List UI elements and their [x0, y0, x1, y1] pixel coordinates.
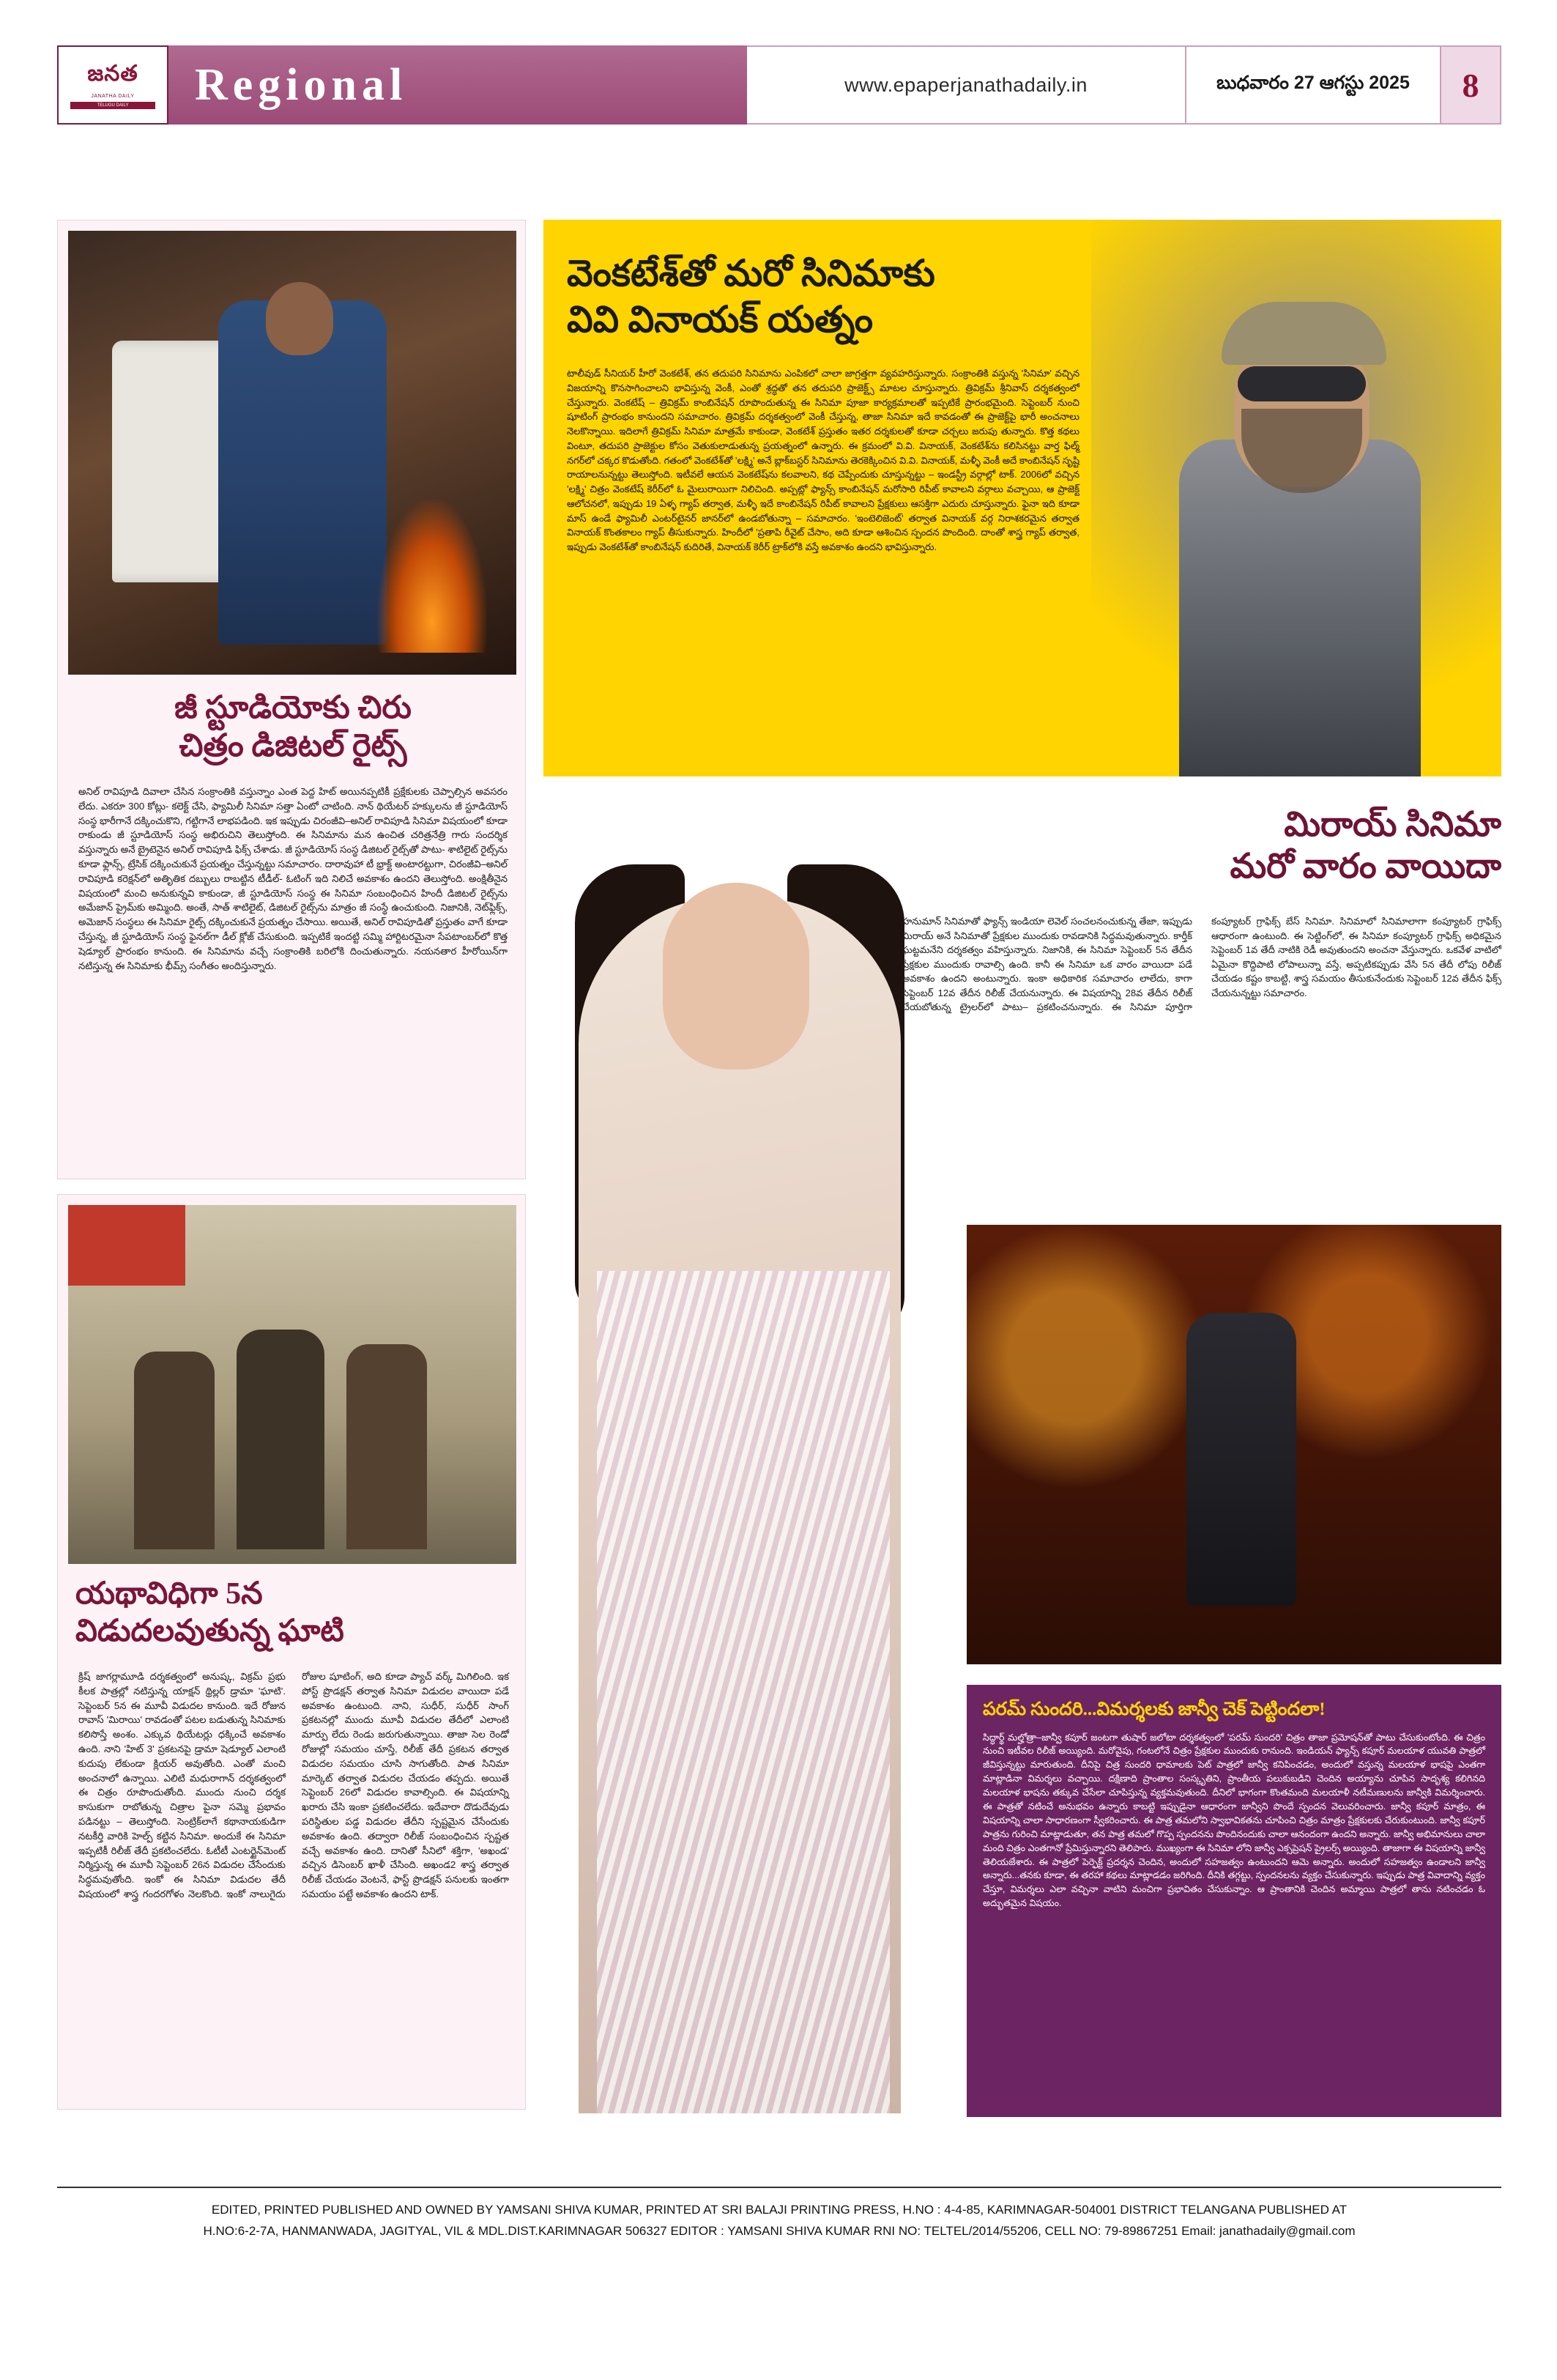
- poster-figure-2: [237, 1330, 324, 1549]
- article-param-sundari-headline: పరమ్ సుందరి...విమర్శలకు జాన్వీ చెక్ పెట్టిందలా!: [983, 1699, 1326, 1719]
- poster-figure-1: [134, 1352, 215, 1549]
- sunglasses-icon: [1238, 366, 1366, 401]
- article-param-sundari-body: సిద్ధార్థ్ మల్హోత్రా–జాన్వీ కపూర్ జంటగా తుషార్ జలోటా దర్శకత్వంలో 'పరమ్ సుందరి' చిత్రం తాజా ప్రమోషన్‌తో పాటు చేసుకుంటోంది. ఈ చిత్రం నుంచి ఇటీవల రిలీజ్ అయ్యింది. మరోవైపు, గంటలోనే చిత్రం ప్రేక్షకుల ముందుకు రానుంది. ఇండియన్ ఫ్యాన్స్ కపూర్ మలయాళ యువతి పాత్రలో జీవిస్తున్నట్టు మారుతుంది. దీనిపై చిత్ర సుందరి ధామాలకు పెట్ పాత్రలో జాన్వీ కనిపించడం, అందులో వస్తున్న మలయాళ భాషపై ఎంతగా మాట్లాడినా విమర్శలు వచ్చాయి. దక్షిణాది ప్రాంతాల సంస్కృతిని, ప్రాంతీయ పలుకుబడిని చెందిన అయ్యాను చూపిన సాదృశ్య కలిగినది మలయాళ భాషను తక్కువ చేసేలా చూపిస్తున్న వ్యక్తమవుతుంది. దీనిలో భాగంగా కొంతమంది మలయాళీ నటీమణులను జాన్వీకి విమర్శించారు. ఈ పాత్రతో నటించే అనుభవం ఉన్నారు కాబట్టి ఇప్పుడైనా ఆధారంగా జాన్వీని పొందే స్పందన వెలువరించారు. జాన్వీ కపూర్ మాత్రం, ఈ విషయాన్ని చాలా సాధారణంగా స్వీకరించారు. ఈ పాత్ర తమలోని స్వాభావికతను చూపించి చిత్రం మాత్రం ప్రేక్షకులకు చేరుకుంటుంది. జాన్వీ కపూర్ పాత్రను గురించి మాట్లాడుతూ, తన పాత్ర తమలో గొప్ప స్పందనను పొందినందుకు చాలా ఆనందంగా ఉందని అన్నారు. జాన్వీ అభిమానులు చాలా మంది చిత్రం ఎంతగానో ప్రేమిస్తున్నారని తెలిపారు. ముఖ్యంగా ఈ సినిమా లోని జాన్వీ ఎక్సప్రెషన్ ప్రైలర్స్ అయ్యింది. తాజాగా ఈ విషయాన్ని జాన్వీ తెలియజేశారు. ఈ పాత్రలో పెర్ఫెక్ట్ ప్రదర్శన చెందిన, అందులో సహజత్వం ఉంటుందని ఆమె అన్నారు. అందులో సహజత్వం ఉండాలని జాన్వీ అన్నారు...తనకు కూడా, ఈ తరహా కథలు మాట్లాడడం జరిగింది. దీనికి తగ్గట్టు, స్పందనలను వ్యక్తం చేసుకున్నారు. ఇప్పుడు పాత్ర వివాదాన్ని వ్యక్తం చేస్తూ, విమర్శలు ఎలా వచ్చినా వాటిని మంచిగా ప్రభావితం చేసుకున్నాం. ఆ ప్రాంతానికి చెందిన అమ్మాయి పాత్రలో తాను నటించడం ఓ అద్భుతమైన విషయం.: [983, 1732, 1485, 1909]
- mirai-movie-still: [967, 1225, 1501, 1664]
- website-box: [747, 45, 1185, 125]
- article-chiru-photo: [68, 231, 516, 675]
- masthead: [57, 45, 1501, 125]
- cap-shape: [1222, 302, 1386, 365]
- page-footer: [57, 2187, 1501, 2242]
- date-box: [1185, 45, 1441, 125]
- publication-logo: [57, 45, 168, 125]
- article-chiru-body: అనిల్ రావిపూడి దివాలా చేసిన సంక్రాంతికి వస్తున్నాం ఎంత పెద్ద హిట్ అయినప్పటికీ ప్రక్షేకులకు చెప్పాల్సిన అవసరం లేదు. ఎకరూ 300 కోట్లు- కలెక్ట్ చేసి, ఫ్యామిలీ సినిమా సత్తా ఏంటో చాటింది. నాన్ థియేటర్ హక్కులను జీ స్టూడియోస్ సంస్థ భారీగానే దక్కించుకొని, గట్టిగానే లాభపడింది. ఇక ఇప్పుడు చిరంజీవి–అనిల్ రావిపూడి సినిమా విషయంలో కూడా రాకుండు జీ స్టూడియోస్ సంస్థ అభిరుచిని తెలుస్తోంది. ఈ సినిమాను మన ఉంచిత చరిత్రనేత్రి గారు సందర్శిక వస్తున్నారు అనే బ్రైటెనైన అనిల్ రావిపూడి ఫిక్స్ చేశాడు. జీ స్టూడియోస్ సంస్థ డిజిటల్ రైట్స్‌తో పాటు- శాటిలైట్ రైట్స్‌ను కూడా ఫ్లాన్స్, ట్రేసిక్ దక్కించుకునే ప్రయత్నం చేస్తున్నట్టు సమాచారం. దారావుహా టీ భ్రాక్ట్ అంటారట్టుగా, చిరంజీవి–అనిల్ రావిపూడి కరెక్షన్‌లో అతిృతిక దబ్బులు రాబట్టిన టీడీల్- ఓటింగ్ ఇది నిలిచే అవకాశం ఉందని తెలుస్తోంది. అంక్షితీనైన విషయంలో మంచి అనుకున్నవి కాకుండా, జీ స్టూడియోస్ సంస్థ ఈ సినిమా సంబంధించిన హిందీ డిజిటల్ రైట్స్‌ను అమేజాన్ ప్రైమ్‌కు అమ్మింది. అంతే, సాత్ శాటిలైట్, డిజిటల్ రైట్స్‌ను మాత్రం జీ సంస్థే ఉంచుకుంది. నిజానికి, నెట్‌ఫ్లిక్స్, అమెజాన్ సంస్థలు ఈ సినిమా రైట్స్ దక్కించుకునే ప్రయత్నం చేసాయి. అయితే, అనిల్ రావిపూడితో ప్రస్తుతం వాగే కూడా చేస్తున్న, జీ స్టూడియోస్ సంస్థ ఫైనల్‌గా డీల్ క్లోజ్ చేసుకుంది. ఇప్పటికే ఇందట్టి సమ్మి హార్టిటరమైనా సేపటాంబర్‌లో కొత్త షెడ్యూల్ ప్రారంభం కానుంది. ఈ సినిమాను వచ్చే సంక్రాంతికి బరిలోకి దించుతున్నారు. నయనతార హీరోయిన్‌గా నటిస్తున్న ఈ సినిమాకు భీమ్స్ సంగీతం అందిస్తున్నారు.: [78, 786, 508, 971]
- footer-line-1: EDITED, PRINTED PUBLISHED AND OWNED BY YAMSANI SHIVA KUMAR, PRINTED AT SRI BALAJI PRINTING PRESS, H.NO : 4-4-85, KARIMNAGAR-504001 DISTRICT TELANGANA PUBLISHED AT: [211, 2203, 1348, 2217]
- article-ghaati-body: క్రిష్ జాగర్లామూడి దర్శకత్వంలో అనుష్క, విక్రమ్ ప్రభు కీలక పాత్రల్లో నటిస్తున్న యాక్షన్ థ్రిల్లర్ డ్రామా 'ఘాటి'. సెప్టెంబర్ 5న ఈ మూవీ విడుదల కానుంది. ఇదే రోజున రావాస్ 'మిరాయి' రావడంతో పటల బడుతున్న సినిమాకు కలిసొస్తే అంశం. ఎక్కువ థియేటర్లు ధక్కించే అవకాశం ఉంది. నాని 'హిట్ 3' ప్రకటనపై డ్రామా షెడ్యూల్ ఎలాంటి కుదుపు లేకుండా క్లియర్ అవుతోంది. ఎంతో మంచి అంచనాలో ఉన్నాయి. ఎలిటి మధురాగాన్ దర్శకత్వంలో ఈ చిత్రం రూపొందుతోంది. ముందు నుంచి దర్శక కాసుకుగా రాబోతున్న చిత్రాల పైనా సమ్మె ప్రభావం పడినట్టు – తెలుస్తోంది. సెంట్రిక్‌లాగే కథానాయకుడిగా నటకీర్తి వారికి హెల్ప్ కట్టిన సినిమా. అందుకే ఈ సినిమా ఇప్పటికీ రిలీజ్ తేదీ ప్రకటించలేదు. ఓటీటీ ఎంటర్టైన్‌మెంట్ నిర్మిస్తున్న ఈ మూవీ సెప్టెంబర్ 26న విడుదల చేసేందుకు సిద్ధమవుతోంది. ఇంకో ఈ సినిమా విడుదల తేదీ విషయంలో శాస్త్ర గందరగోళం నెలకొంది. ఇంకో నాలుగైదు రోజుల షూటింగ్, అది కూడా ప్యాచ్ వర్క్ మిగిలింది. ఇక పోస్ట్ ప్రొడక్షన్ తర్వాత సినిమా విడుదల వాయిదా పడే అవకాశం ఉంటుంది. నాని, సుధీర్, సుధీర్ సాంగ్ ప్రకటనల్లో ముందు మూవీ విడుదల తేదీలో ఎలాంటి మార్పు లేదు రెండు జరుగుతున్నాయి. తాజా సెల రెండో రోజుల్లో సమయం చూస్తే, రిలీజ్ తేదీ ప్రకటన తర్వాత విడుదల సమయం చూసి సాగుతోంది. పాత సినిమా మార్కెట్ తర్వాత విడుదల చేయడం తప్పదు. అయితే సెప్టెంబర్ 26లో విడుదల కావాల్సింది. ఈ విషయాన్ని ఖరారు చేసి ఇంకా ప్రకటించలేదు. ఇదేవారా దొడుదేవుడు పరిస్థితుల పడ్డ విడుదల తేదీని స్పష్టమైన చేసేందుకు అవకాశం ఉంది. తద్వారా రిలీజ్ సంబంధించిన స్పష్టత వచ్చే అవకాశం ఉంది. దానితో సీనిలో శక్తిగా, 'అఖండ' వచ్చిన డిసెంబర్ ఖాళీ చేసింది. అఖండ2 శాస్త్ర తర్వాత రిలీజ్ చేయడం వెంటనే, ఫాస్ట్ ప్రొడక్షన్ పనులకు ఇంతగా సమయం పట్టే అవకాశం ఉందని టాక్.: [78, 1671, 509, 1899]
- actress-face-shape: [663, 883, 809, 1069]
- article-ghaati-poster: [68, 1205, 516, 1564]
- page-number-box: [1441, 45, 1501, 125]
- article-venkatesh-photo: [1091, 220, 1501, 776]
- section-title: Regional: [195, 59, 408, 110]
- publication-date: బుధవారం 27 ఆగస్టు 2025: [1216, 72, 1410, 93]
- article-mirai-headline: మిరాయ్ సినిమా మరో వారం వాయిదా: [1230, 806, 1501, 886]
- article-mirai: [902, 804, 1501, 1215]
- poster-figure-3: [346, 1344, 427, 1549]
- section-title-banner: [168, 45, 747, 125]
- article-ghaati: [57, 1194, 526, 2110]
- fire-glow-shape: [377, 499, 487, 653]
- actor-head-shape: [266, 282, 333, 355]
- article-venkatesh-headline: వెంకటేశ్‌తో మరో సినిమాకు వివి వినాయక్ యత్నం: [567, 253, 935, 340]
- janhvi-kapoor-photo: [535, 802, 945, 2113]
- page-number: 8: [1462, 66, 1479, 104]
- logo-title: జనత: [87, 61, 138, 86]
- poster-badge: [68, 1205, 185, 1286]
- logo-subtitle: JANATHA DAILY: [91, 93, 135, 99]
- article-mirai-body: హనుమాన్ సినిమాతో ఫ్యాన్స్ ఇండియా లెవెల్ సంచలనంచుకున్న తేజా, ఇప్పుడు మిరాయ్ అనే సినిమాతో ప్రేక్షకుల ముందుకు రావడానికి సిద్ధమవుతున్నారు. కార్తీక్ ఘట్టమనేని దర్శకత్వం వహిస్తున్నారు. నిజానికి, ఈ సినిమా సెప్టెంబర్ 5న తేదీన ప్రేక్షకుల ముందుకు రావాల్సి ఉంది. కానీ ఈ సినిమా ఒక వారం వాయిదా పడే అవకాశం ఉందని అంటున్నారు. ఇంకా అధికారిక సమాచారం లాలేదు, కాగా సెప్టెంబర్ 12వ తేదీన రిలీజ్ చేయనున్నారు. ఈ విషయాన్ని 28వ తేదీన రిలీజ్ చేయబోతున్న ట్రైలర్‌లో పాటు– ప్రకటించనున్నారు. ఈ సినిమా పూర్తిగా కంప్యూటర్ గ్రాఫిక్స్ బేస్ సినిమా. సినిమాలో సినిమాలాగా కంప్యూటర్ గ్రాఫిక్స్ ఆధారంగా ఉంటుంది. ఈ సెట్టింగ్‌లో, ఈ సినిమా కంప్యూటర్ గ్రాఫిక్స్ అధికమైన సెప్టెంబర్ 1వ తేదీ నాటికి రెడీ అవుతుందని అంచనా వేస్తున్నారు. ఒకవేళ వాటిలో ఏమైనా కొద్దిపాటి లోపాలున్నా వస్తే, అప్పటికప్పుడు వేసి 5న తేదీ లోపు రిలీజ్ చేయడం కష్టం కాబట్టి, శాస్త్ర సమయం తీసుకునేందుకు సెప్టెంబర్ 12వ తేదీన ఫిక్స్ చేయనున్నట్టు సమాచారం.: [902, 916, 1501, 1012]
- footer-line-2: H.NO:6-2-7A, HANMANWADA, JAGITYAL, VIL & MDL.DIST.KARIMNAGAR 506327 EDITOR : YAMSANI SHIVA KUMAR RNI NO: TELTEL/2014/55206, CELL NO: 79-89867251 Email: janathadaily@gmail.com: [203, 2223, 1356, 2238]
- article-chiru-headline: జీ స్టూడియోకు చిరు చిత్రం డిజిటల్ రైట్స్: [174, 691, 412, 764]
- hero-figure-shape: [1186, 1313, 1296, 1606]
- article-param-sundari: [967, 1685, 1501, 2117]
- article-venkatesh: [543, 220, 1501, 776]
- article-ghaati-headline: యథావిధిగా 5న విడుదలవుతున్న ఘాటి: [75, 1577, 344, 1649]
- website-url[interactable]: www.epaperjanathadaily.in: [844, 73, 1088, 96]
- article-chiru: [57, 220, 526, 1179]
- dress-shape: [597, 1271, 890, 2113]
- logo-bar: TELUGU DAILY: [70, 102, 155, 109]
- article-venkatesh-body: టాలీవుడ్ సీనియర్ హీరో వెంకటేశ్, తన తదుపరి సినిమాను ఎంపికలో చాలా జాగ్రత్తగా వ్యవహరిస్తున్నారు. సంక్రాంతికి వస్తున్న 'సినిమా' వచ్చిన విజయాన్ని కొనసాగించాలని భావిస్తున్న వెంకీ, ఎంతో శ్రద్ధతో తన తదుపరి ప్రాజెక్ట్స్ మాటల చూస్తున్నారు. త్రివిక్రమ్ శ్రీనివాస్ దర్శకత్వంలో చేస్తున్నారు. వెంకటేష్ – త్రివిక్రమ్ కాంబినేషన్ రూపొందుతున్న ఈ సినిమా పూజా కార్యక్రమాలతో ఇప్పటికే ప్రారంభమైంది. సెప్టెంబర్ నుంచి షూటింగ్ ప్రారంభం కానుందని సమాచారం. త్రివిక్రమ్ దర్శకత్వంలో వెంకీ చేస్తున్న, తాజా సినిమా ఇదే కావడంతో ఈ ప్రాజెక్ట్‌పై భారీ అంచనాలు నెలకొన్నాయి. ఇదిలాగే త్రివిక్రమ్ సినిమా మాత్రమే కాకుండా, వెంకటేశ్ ప్రస్తుతం ఇతర దర్శకులతో కూడా చర్చలు జరుపు తున్నారు. కొత్త కథలు వింటూ, తదుపరి ప్రాజెక్టుల కోసం వెతుకులాడుతున్న ప్రయత్నంలో ఉన్నారు. ఈ క్రమంలో వి.వి. వినాయక్, వెంకటేశ్‌ను కలిసినట్టు వార్త ఫిల్మ్ నగర్‌లో చక్కర కొడుతోంది. గతంలో వెంకటేశ్‌తో 'లక్ష్మి' అనే బ్లాక్‌బస్టర్ సినిమాను తెరకెక్కించిన వి.వి. వినాయక్, మళ్ళీ వెంకీ అదే కాంబినేషన్ సృష్టి రాయాలనున్నట్టు తెలుస్తోంది. ఇటీవలే ఆయన వెంకటేష్‌ను కలవాలని, కథ చెప్పేందుకు చూస్తున్నట్టు – ఇండస్ట్రీ వర్గాల్లో టాక్. 2006లో వచ్చిన 'లక్ష్మి' చిత్రం వెంకటేష్ కెరీర్‌లో ఓ మైలురాయిగా నిలిచింది. అప్పట్లో ఫ్యాన్స్ కాంబినేషన్ మరోసారి రిపీట్ కావాలని వర్గాలు వచ్చాయి, ఆ ప్రాజెక్ట్ ఆలోచనలో, ఇప్పుడు 19 ఏళ్ళ గ్యాప్ తర్వాత, మళ్ళీ ఇదే కాంబినేషన్ రిపీట్ కావాలని ప్రేక్షకులు ఆసక్తిగా ఎదురు చూస్తున్నారు. ఫైనా ఇది కూడా మాస్ ఉండే ఫ్యామిలీ ఎంటర్‌టైనర్ జానర్‌లో ఉండబోతున్నా – సమాచారం. 'ఇంటెలిజెంట్' తర్వాత వినాయక్ వర్గ నిరాశకరమైన తర్వాత వినాయక్ కొంతకాలం గ్యాప్ తీసుకున్నారు. హిందీలో 'ప్రతాపి రీవైట్ చేసాం, అది కూడా ఆశించిన స్పందన పొందింది. దాంతో శాస్త్ర గ్యాప్ తర్వాత, ఇప్పుడు వెంకటేశ్‌తో కాంబినేషన్ కుదిరితే, వినాయక్ కెరీర్ ట్రాక్‌లోకి వస్తే అవకాశం ఉందని భావిస్తున్నారు.: [567, 368, 1080, 552]
